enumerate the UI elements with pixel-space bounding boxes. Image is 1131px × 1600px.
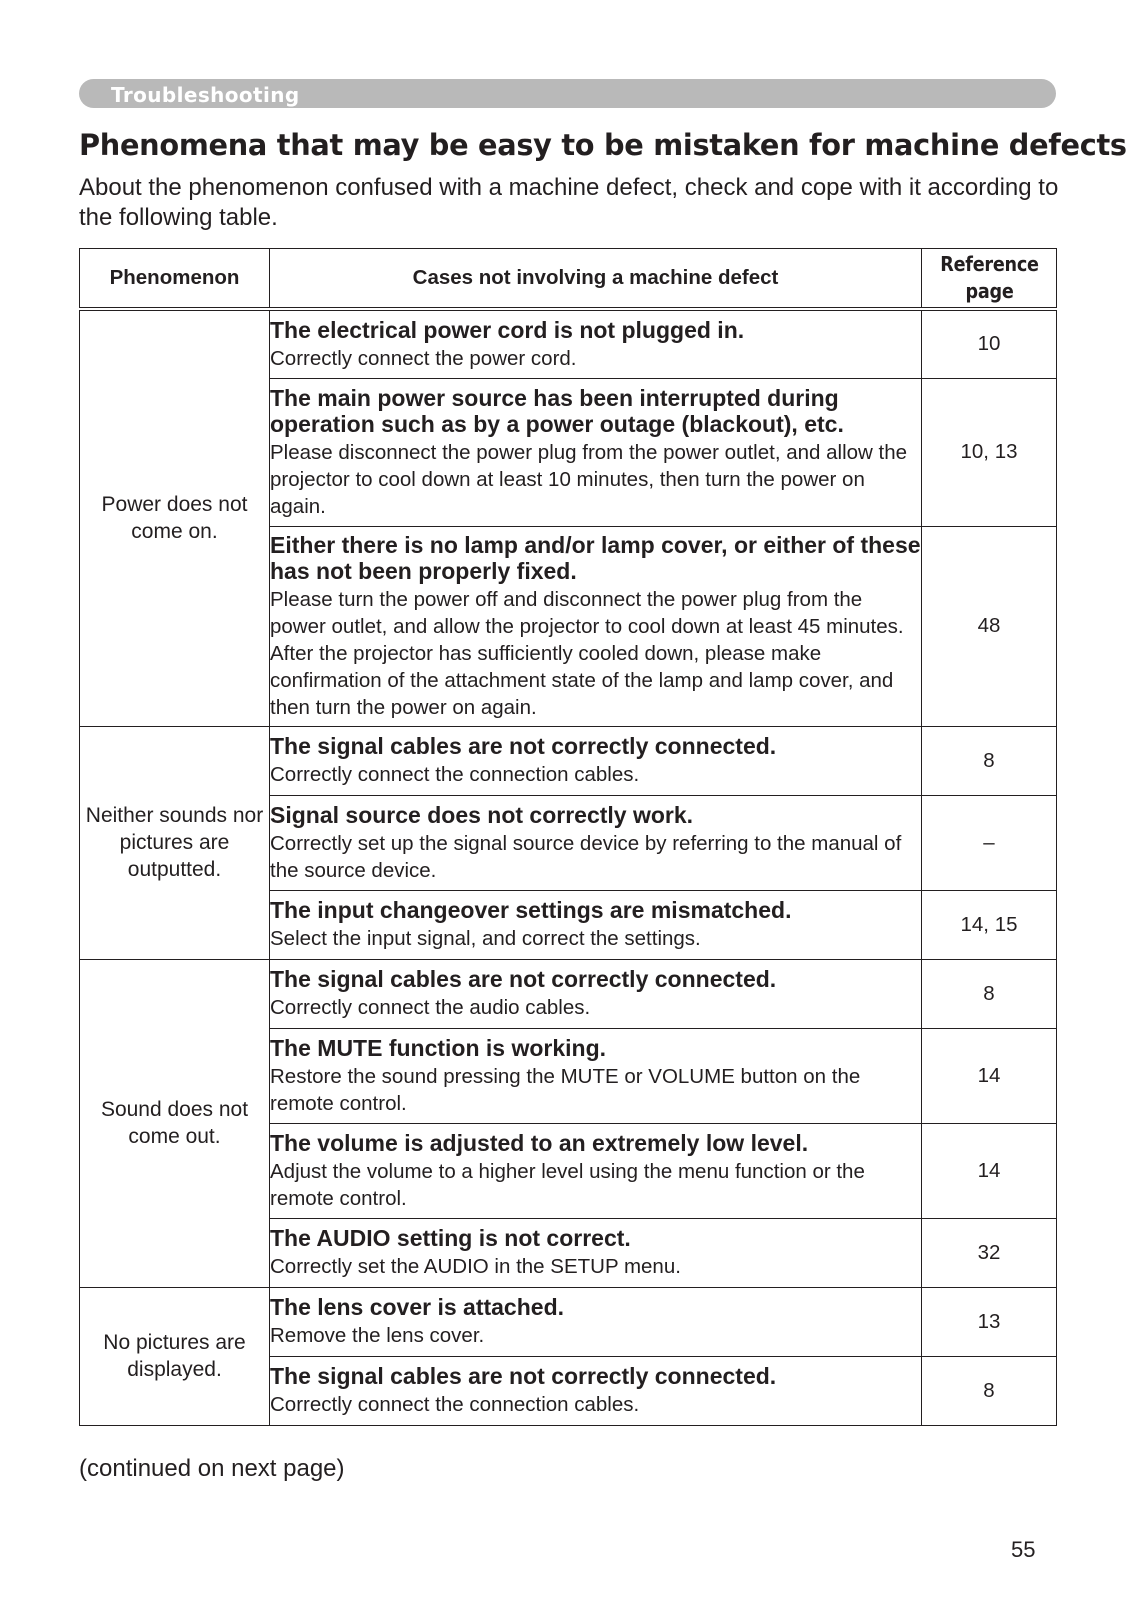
reference-page: 8 [922, 1356, 1057, 1425]
phenomenon-cell: Power does not come on. [80, 309, 270, 726]
case-cell [270, 890, 922, 959]
case-title: Signal source does not correctly work. [270, 801, 694, 828]
table-row [80, 309, 1057, 378]
case-title: The main power source has been interrupted during operation such as by a power outage (blackout), etc. [270, 384, 844, 437]
case-description: Restore the sound pressing the MUTE or VOLUME button on the remote control. [270, 1064, 861, 1115]
case-cell [270, 309, 922, 378]
reference-page: 14 [922, 1028, 1057, 1123]
cases-header: Cases not involving a machine defect [270, 249, 922, 310]
case-description: Correctly set the AUDIO in the SETUP menu. [270, 1255, 681, 1278]
reference-page: 10 [922, 309, 1057, 378]
table-row [80, 1287, 1057, 1356]
reference-page: 32 [922, 1218, 1057, 1287]
case-cell [270, 726, 922, 795]
case-title: The lens cover is attached. [270, 1294, 565, 1320]
case-title: The signal cables are not correctly connected. [270, 733, 777, 759]
case-description: Please turn the power off and disconnect the power plug from the power outlet, and allow the projector to cool down at least 45 minutes. After the projector has sufficiently cooled down, please make confirmation of the attachment state of the lamp and lamp cover, and then turn the power on again. [270, 587, 904, 719]
case-description: Adjust the volume to a higher level using the menu function or the remote control. [270, 1159, 865, 1210]
reference-page: 10, 13 [922, 378, 1057, 526]
phenomenon-cell: Sound does not come out. [80, 959, 270, 1287]
case-title: The signal cables are not correctly connected. [270, 966, 777, 992]
case-title: The signal cables are not correctly connected. [270, 1363, 777, 1389]
case-description: Please disconnect the power plug from the power outlet, and allow the projector to cool down at least 10 minutes, then turn the power on again. [270, 440, 908, 518]
case-title: The AUDIO setting is not correct. [270, 1225, 631, 1251]
intro-text: About the phenomenon confused with a machine defect, check and cope with it according to the following table. [79, 174, 1059, 231]
table-header-row [80, 249, 1057, 310]
case-cell [270, 795, 922, 890]
case-cell [270, 959, 922, 1028]
troubleshooting-table [79, 248, 1057, 1426]
phenomenon-cell: No pictures are displayed. [80, 1287, 270, 1425]
reference-page: 14, 15 [922, 890, 1057, 959]
case-cell [270, 1123, 922, 1218]
case-description: Select the input signal, and correct the settings. [270, 927, 701, 950]
case-description: Correctly connect the audio cables. [270, 996, 591, 1019]
case-cell [270, 526, 922, 726]
reference-page: 14 [922, 1123, 1057, 1218]
page-title: Phenomena that may be easy to be mistaken for machine defects [79, 128, 1127, 162]
phenomenon-cell: Neither sounds nor pictures are outputted. [80, 726, 270, 959]
reference-page: 13 [922, 1287, 1057, 1356]
reference-page: – [922, 795, 1057, 890]
section-header-bar [79, 79, 1056, 108]
section-label: Troubleshooting [111, 83, 300, 107]
case-cell [270, 1356, 922, 1425]
reference-page: 8 [922, 959, 1057, 1028]
case-title: The electrical power cord is not plugged in. [270, 316, 745, 343]
continued-note: (continued on next page) [79, 1455, 345, 1482]
case-description: Remove the lens cover. [270, 1324, 485, 1347]
case-description: Correctly set up the signal source device by referring to the manual of the source device. [270, 831, 902, 882]
case-cell [270, 378, 922, 526]
case-description: Correctly connect the connection cables. [270, 1393, 640, 1416]
case-description: Correctly connect the connection cables. [270, 763, 640, 786]
case-title: The input changeover settings are mismatched. [270, 897, 792, 923]
case-title: The volume is adjusted to an extremely low level. [270, 1129, 809, 1156]
reference-page: 8 [922, 726, 1057, 795]
phenomenon-header: Phenomenon [80, 249, 270, 310]
case-title: The MUTE function is working. [270, 1034, 607, 1061]
case-title: Either there is no lamp and/or lamp cover, or either of these has not been properly fixed. [270, 531, 921, 584]
case-description: Correctly connect the power cord. [270, 346, 577, 370]
reference-header: Reference page [931, 249, 1047, 310]
case-cell [270, 1218, 922, 1287]
case-cell [270, 1287, 922, 1356]
table-row [80, 959, 1057, 1028]
reference-page: 48 [922, 526, 1057, 726]
page-number: 55 [1011, 1537, 1036, 1562]
table-row [80, 726, 1057, 795]
case-cell [270, 1028, 922, 1123]
